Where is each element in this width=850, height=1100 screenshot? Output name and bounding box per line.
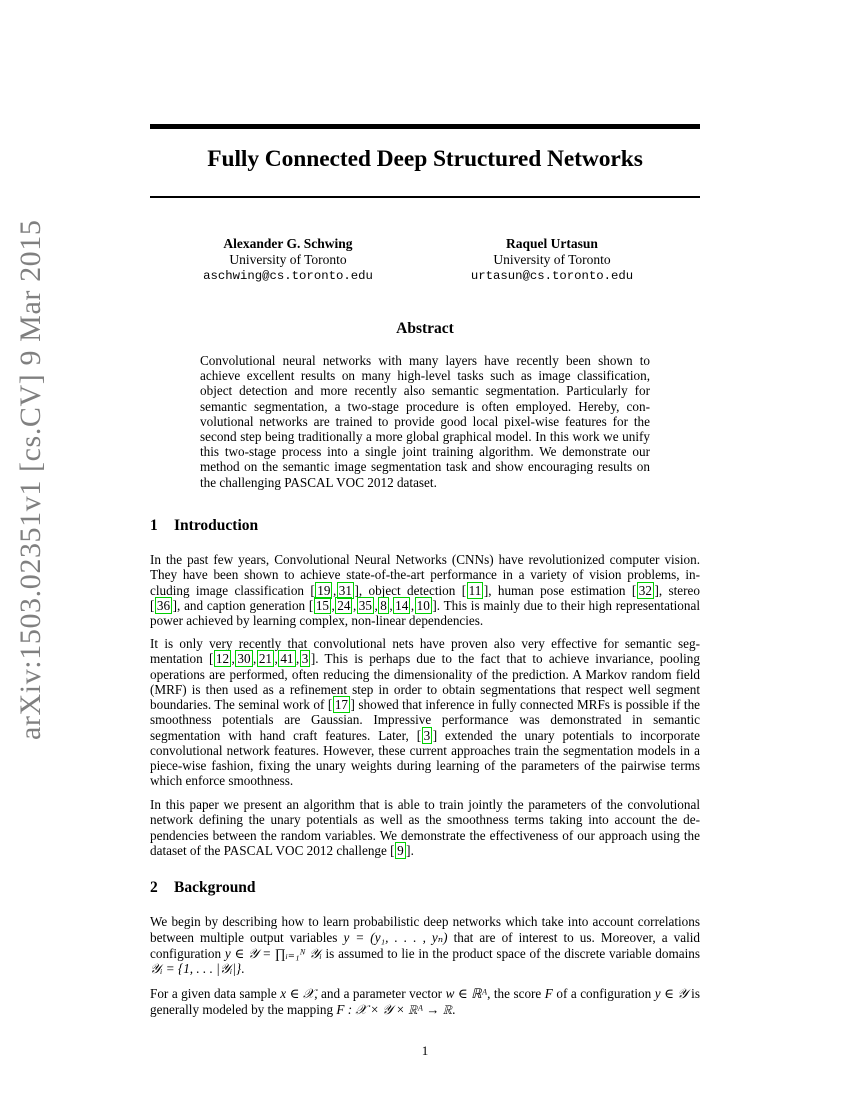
text-span: of a configuration: [552, 986, 655, 1001]
text-span: In the past few years, Convolutional Neural Networks (CNNs) have revolutionized computer vision. They have been shown to achieve state-of-the-art performance in a variety of vision problems, including image classification: [150, 552, 700, 598]
citation-link[interactable]: 41: [280, 651, 294, 667]
text-span: In this paper we present an algorithm that is able to train jointly the parameters of the convolutional network defining the unary potentials as well as the smoothness terms taking into account the dependencies between the random variables. We demonstrate the effectiveness of our approach using the dataset of the PASCAL VOC 2012 challenge: [150, 797, 700, 858]
title-top-rule: [150, 124, 700, 129]
text-span: is assumed to lie in the product space of the discrete variable domains: [321, 945, 700, 961]
citation-link[interactable]: 32: [638, 582, 652, 598]
text-span: , human pose estimation: [488, 582, 632, 598]
math-inline: y ∈ 𝒴 = ∏ᵢ₌₁ᴺ 𝒴ᵢ: [224, 945, 322, 961]
text-span: , and a parameter vector: [314, 986, 446, 1001]
text-span: , object detection: [358, 582, 462, 598]
section-title: Introduction: [174, 517, 259, 534]
citation-link[interactable]: 15: [315, 597, 329, 613]
author-block-2: [432, 236, 672, 284]
math-inline: y ∈ 𝒴: [654, 986, 688, 1001]
citation-link[interactable]: 30: [237, 651, 251, 667]
math-inline: x ∈ 𝒳: [280, 986, 315, 1001]
citation-link[interactable]: 3: [301, 651, 309, 667]
text-span: .: [241, 961, 245, 977]
citation-link[interactable]: 14: [395, 597, 409, 613]
citation-link[interactable]: 17: [334, 697, 348, 712]
text-span: .: [410, 842, 414, 858]
citation-link[interactable]: 24: [337, 597, 351, 613]
background-paragraph-1: [150, 914, 700, 977]
citation-link[interactable]: 36: [156, 597, 171, 613]
author-block-1: [168, 236, 408, 284]
math-inline: F: [544, 986, 553, 1001]
paper-title: Fully Connected Deep Structured Networks: [207, 146, 643, 172]
section-heading-introduction: [150, 517, 258, 535]
math-inline: y = (y₁, . . . , yₙ): [343, 929, 448, 945]
math-inline: 𝒴ᵢ = {1, . . . |𝒴ᵢ|}: [150, 961, 242, 977]
citation-link[interactable]: 31: [338, 582, 352, 598]
arxiv-stamp: arXiv:1503.02351v1 [cs.CV] 9 Mar 2015: [14, 219, 47, 740]
text-span: . This is perhaps due to the fact that to achieve invariance, pooling operations are performed, often reducing the dimensionality of the prediction. A Markov random field (MRF) is then used as a refinement step in order to obtain segmentations that respect well segment boundaries. The seminal work of: [150, 651, 700, 712]
text-span: .: [452, 1002, 456, 1017]
intro-paragraph-3: In this paper we present an algorithm that is able to train jointly the parameters of the convolutional network defining the unary potentials as well as the smoothness terms taking into account the dependencies between the random variables. We demonstrate the effectiveness of our approach using the dataset of the PASCAL VOC 2012 challenge [ 9 ].: [150, 797, 700, 858]
citation-link[interactable]: 35: [358, 597, 372, 613]
math-inline: w ∈ ℝᴬ: [445, 986, 488, 1001]
citation-link[interactable]: 12: [215, 651, 230, 667]
text-span: We begin by describing how to learn probabilistic deep networks which take into account correlations between multiple output variables: [150, 914, 700, 945]
section-heading-background: [150, 879, 256, 897]
page-number: 1: [421, 1043, 429, 1058]
citation-link[interactable]: 11: [468, 582, 482, 598]
abstract-heading: Abstract: [396, 320, 454, 337]
citation-link[interactable]: 10: [416, 597, 430, 613]
text-span: , stereo: [658, 582, 700, 598]
intro-paragraph-1: In the past few years, Convolutional Neural Networks (CNNs) have revolutionized computer vision. They have been shown to achieve state-of-the-art performance in a variety of vision problems, including image classification [ 19 , 31 ], object detection [ 11 ], human pose estimation [ 32 ], stereo [ 36 ], and caption generation [ 15 , 24 , 35 , 8 , 14 , 10 ]. This is mainly due to their high representational power achieved by learning complex, non-linear dependencies.: [150, 552, 700, 628]
section-title: Background: [174, 879, 256, 896]
text-span: , and caption generation: [177, 597, 309, 613]
text-span: showed that inference in fully connected MRFs is possible if the smoothness potentials are Gaussian. Impressive performance was demonstrated in semantic segmentation with hand craft features. Later,: [150, 697, 701, 743]
abstract-text: Convolutional neural networks with many layers have recently been shown to achieve excellent results on many high-level tasks such as image classification, object detection and more recently also semantic segmentation. Particularly for semantic segmentation, a two-stage procedure is often employed. Hereby, convolutional networks are trained to provide good local pixel-wise features for the second step being traditionally a more global graphical model. In this work we unify this two-stage process into a single joint training algorithm. We demonstrate our method on the semantic image segmentation task and show encouraging results on the challenging PASCAL VOC 2012 dataset.: [200, 353, 650, 490]
text-span: . This is mainly due to their high representational power achieved by learning complex, non-linear dependencies.: [150, 597, 700, 628]
section-number: 1: [150, 517, 158, 534]
text-span: extended the unary potentials to incorporate convolutional network features. However, these current approaches train the segmentation models in a piece-wise fashion, fixing the unary weights during learning of the parameters of the pairwise terms which enforce smoothness.: [150, 727, 700, 789]
author-name: Alexander G. Schwing: [223, 236, 353, 251]
citation-link[interactable]: 8: [380, 597, 387, 613]
section-number: 2: [150, 879, 158, 896]
text-span: is generally modeled by the mapping: [150, 986, 700, 1017]
citation-link[interactable]: 21: [258, 651, 273, 667]
title-bottom-rule: [150, 196, 700, 198]
author-affiliation: University of Toronto: [493, 252, 611, 267]
citation-link[interactable]: 9: [397, 842, 404, 858]
text-span: For a given data sample: [150, 986, 281, 1001]
author-email[interactable]: aschwing@cs.toronto.edu: [203, 269, 373, 283]
citation-link[interactable]: 3: [423, 727, 431, 743]
text-span: , the score: [487, 986, 545, 1001]
author-email[interactable]: urtasun@cs.toronto.edu: [470, 269, 634, 283]
intro-paragraph-2: It is only very recently that convolutional nets have proven also very effective for semantic segmentation [ 12 , 30 , 21 , 41 , 3 ]. This is perhaps due to the fact that to achieve invariance, pooling operations are performed, often reducing the dimensionality of the prediction. A Markov random field (MRF) is then used as a refinement step in order to obtain segmentations that respect well segment boundaries. The seminal work of [ 17 ] showed that inference in fully connected MRFs is possible if the smoothness potentials are Gaussian. Impressive performance was demonstrated in semantic segmentation with hand craft features. Later, [ 3 ] extended the unary potentials to incorporate convolutional network features. However, these current approaches train the segmentation models in a piece-wise fashion, fixing the unary weights during learning of the parameters of the pairwise terms which enforce smoothness.: [150, 636, 701, 789]
citation-link[interactable]: 19: [317, 582, 331, 598]
author-affiliation: University of Toronto: [229, 252, 347, 267]
author-name: Raquel Urtasun: [506, 236, 598, 251]
text-span: that are of interest to us. Moreover, a valid configuration: [150, 929, 700, 961]
background-paragraph-2: [150, 986, 700, 1018]
text-span: It is only very recently that convolutional nets have proven also very effective for semantic segmentation: [150, 636, 700, 667]
math-inline: F : 𝒳 × 𝒴 × ℝᴬ → ℝ: [336, 1002, 453, 1017]
